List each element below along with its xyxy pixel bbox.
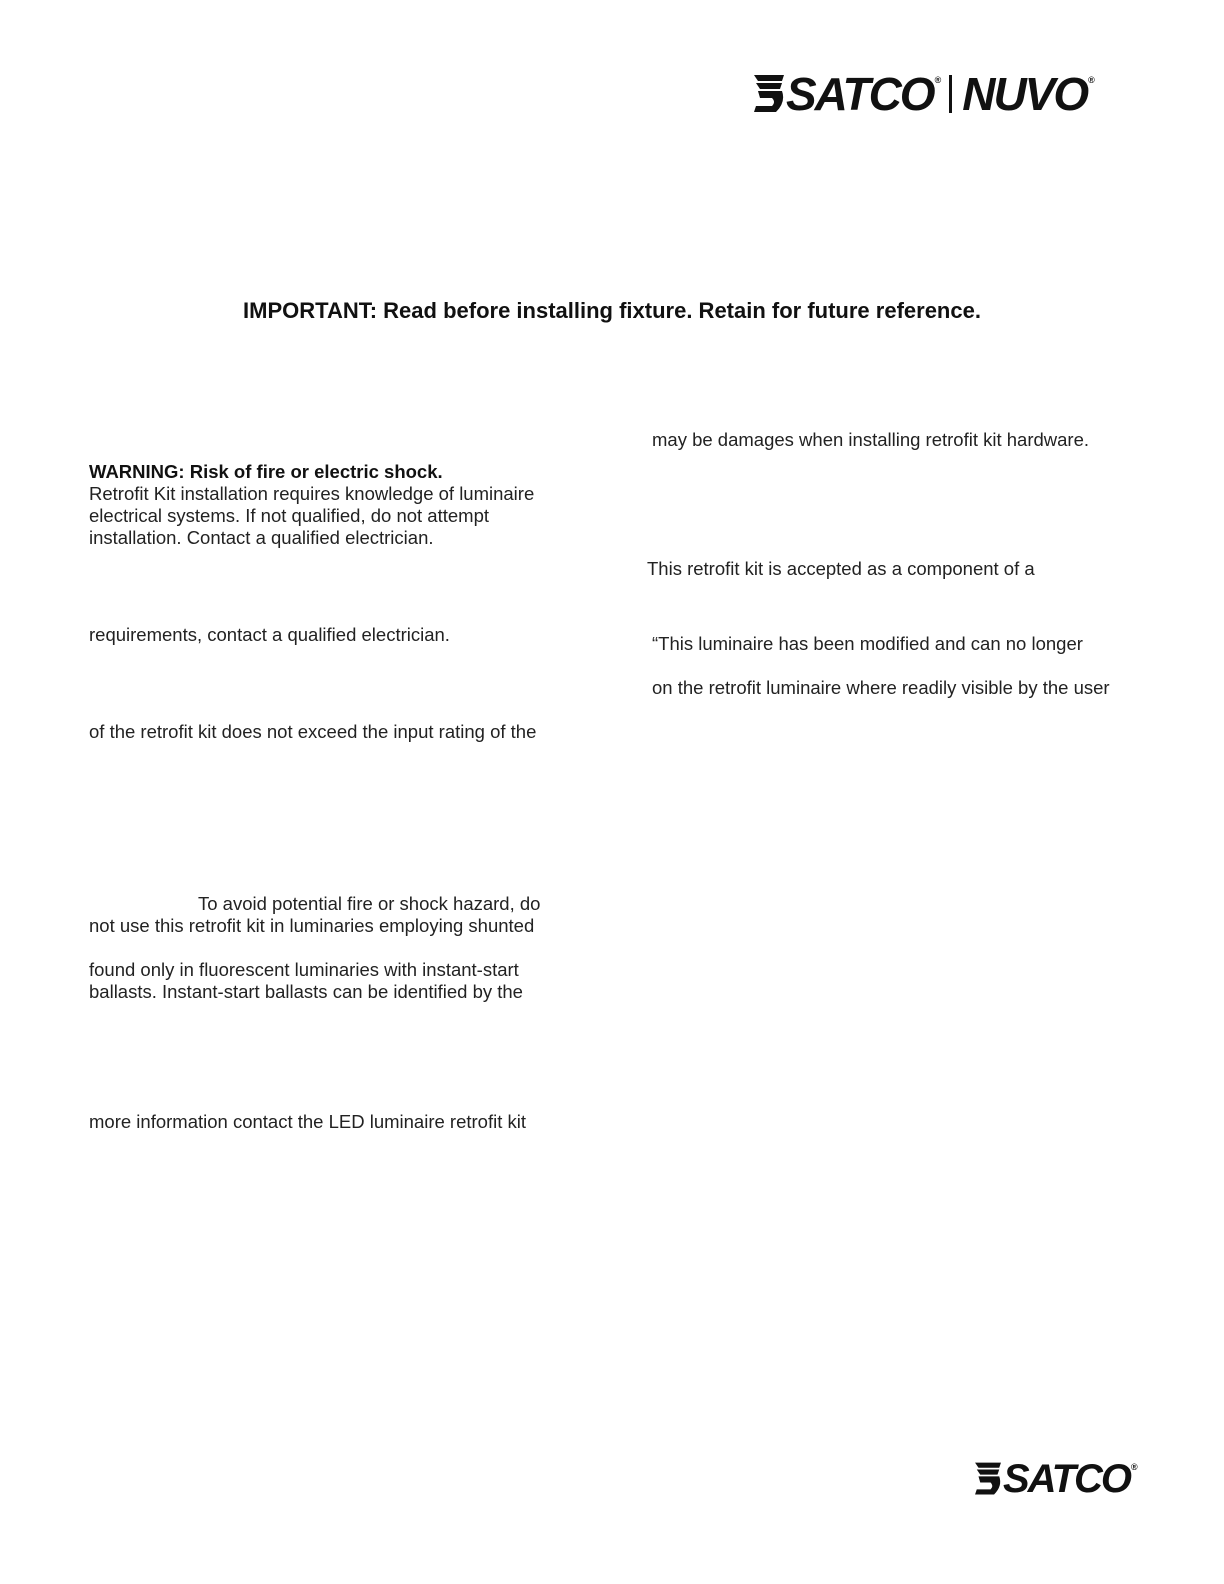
satco-s-mark-icon bbox=[973, 1460, 1003, 1498]
important-notice: IMPORTANT: Read before installing fixture. Retain for future reference. bbox=[243, 298, 981, 323]
more-info-line: more information contact the LED luminaire retrofit kit bbox=[89, 1111, 526, 1132]
modified-line: “This luminaire has been modified and can no longer bbox=[652, 633, 1083, 654]
visible-line: on the retrofit luminaire where readily visible by the user bbox=[652, 677, 1110, 698]
fluorescent-line: ballasts. Instant-start ballasts can be identified by the bbox=[89, 981, 523, 1002]
nuvo-wordmark: NUVO bbox=[962, 68, 1088, 120]
footer-logo bbox=[973, 1458, 1138, 1500]
warning-line: installation. Contact a qualified electrician. bbox=[89, 527, 434, 548]
warning-line: Retrofit Kit installation requires knowledge of luminaire bbox=[89, 483, 535, 504]
fluorescent-line: found only in fluorescent luminaries with instant-start bbox=[89, 959, 519, 980]
requirements-line: requirements, contact a qualified electrician. bbox=[89, 624, 450, 645]
registered-mark: ® bbox=[934, 75, 942, 85]
registered-mark: ® bbox=[1131, 1462, 1138, 1472]
shunted-line: To avoid potential fire or shock hazard, do bbox=[198, 893, 541, 914]
warning-line: electrical systems. If not qualified, do not attempt bbox=[89, 505, 489, 526]
header-logo bbox=[752, 70, 1095, 118]
input-rating-line: of the retrofit kit does not exceed the input rating of the bbox=[89, 721, 537, 742]
registered-mark: ® bbox=[1088, 75, 1095, 85]
damages-line: may be damages when installing retrofit kit hardware. bbox=[652, 429, 1090, 450]
warning-title: WARNING: Risk of fire or electric shock. bbox=[89, 461, 443, 482]
logo-separator bbox=[949, 75, 952, 113]
shunted-line: not use this retrofit kit in luminaries employing shunted bbox=[89, 915, 535, 936]
satco-wordmark: SATCO bbox=[1003, 1456, 1131, 1501]
accepted-line: This retrofit kit is accepted as a component of a bbox=[647, 558, 1035, 579]
satco-s-mark-icon bbox=[752, 72, 786, 116]
satco-wordmark: SATCO bbox=[786, 68, 934, 120]
